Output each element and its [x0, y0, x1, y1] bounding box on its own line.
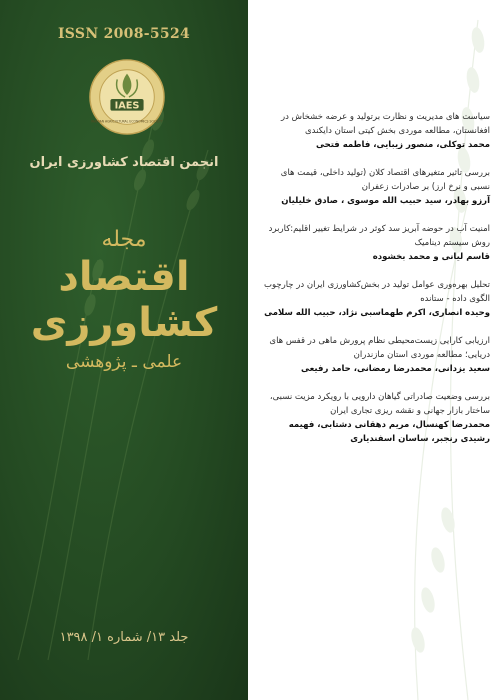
table-of-contents — [260, 110, 490, 460]
list-item — [260, 110, 490, 152]
journal-title-line2: کشاورزی — [30, 300, 218, 346]
article-authors: وحیده انصاری، اکرم طهماسبی نژاد، حبیب الله سلامی — [264, 308, 490, 318]
article-title: بررسی تاثیر متغیرهای اقتصاد کلان (تولید داخلی، قیمت های نسبی و نرخ ارز) بر صادرات زعفران — [280, 168, 490, 192]
journal-title-line1: اقتصاد — [58, 254, 190, 300]
journal-label: مجله — [101, 227, 147, 252]
list-item — [260, 166, 490, 208]
logo-ring-text: IRANIAN AGRICULTURAL ECONOMICS SOCIETY — [91, 119, 163, 124]
list-item — [260, 390, 490, 446]
article-title: ارزیابی کارایی زیست‌محیطی نظام پرورش ماهی در قفس های دریایی؛ مطالعه موردی استان مازندران — [269, 336, 490, 360]
article-title: امنیت آب در حوضه آبریز سد کوثر در شرایط تغییر اقلیم:کاربرد روش سیستم دینامیک — [268, 224, 490, 248]
article-title: سیاست های مدیریت و نظارت برتولید و عرضه خشخاش در افغانستان، مطالعه موردی بخش کیتی استان دایکندی — [281, 112, 490, 136]
list-item — [260, 278, 490, 320]
list-item — [260, 334, 490, 376]
list-item — [260, 222, 490, 264]
article-authors: سعید یزدانی، محمدرضا رمضانی، حامد رفیعی — [301, 364, 490, 374]
volume-issue: جلد ۱۳/ شماره ۱/ ۱۳۹۸ — [59, 630, 189, 645]
article-authors: محمد توکلی، منصور زیبایی، فاطمه فتحی — [315, 140, 490, 150]
society-name: انجمن اقتصاد کشاورزی ایران — [29, 155, 219, 170]
cover-right-panel — [248, 0, 500, 700]
article-authors: محمدرضا کهنسال، مریم دهقانی دشتابی، فهیمه رشیدی رنجبر، ساسان اسفندیاری — [288, 420, 490, 444]
logo-acronym: IAES — [114, 100, 140, 112]
article-authors: آرزو بهادر، سید حبیب الله موسوی ، صادق خلیلیان — [281, 196, 490, 206]
society-logo-icon — [88, 58, 166, 136]
journal-subtitle: علمی ـ پژوهشی — [65, 352, 183, 372]
article-title: بررسی وضعیت صادراتی گیاهان دارویی با رویکرد مزیت نسبی، ساختار بازار جهانی و نقشه ریزی تجاری ایران — [269, 392, 490, 416]
article-title: تحلیل بهره‌وری عوامل تولید در بخش‌کشاورزی ایران در چارچوب الگوی داده - ستانده — [263, 280, 490, 304]
article-authors: قاسم لیانی و محمد بخشوده — [372, 252, 490, 262]
cover-left-panel — [0, 0, 248, 700]
issn-number: ISSN 2008-5524 — [57, 26, 191, 42]
